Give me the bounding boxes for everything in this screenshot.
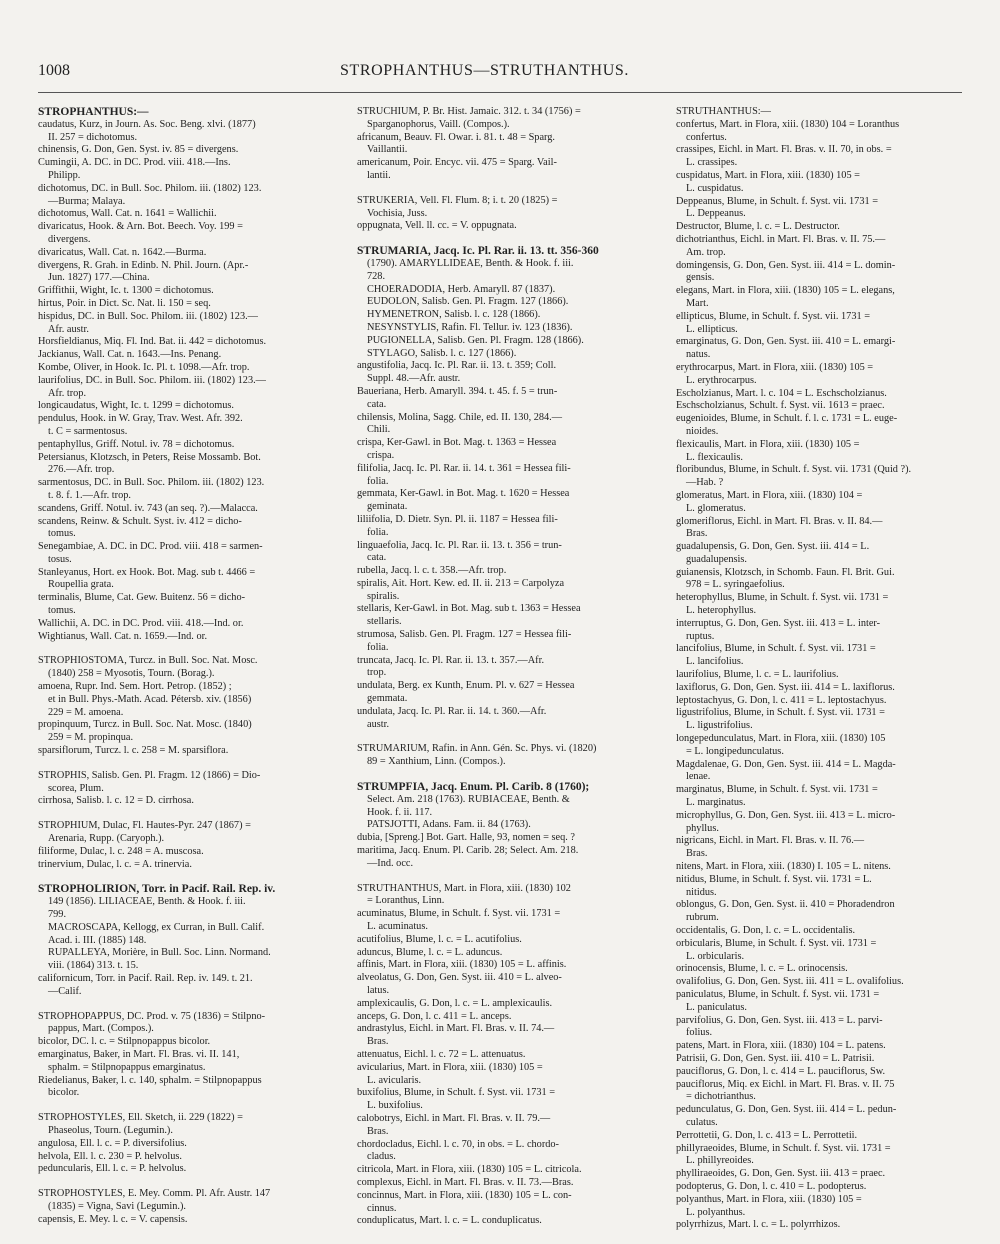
dictionary-entry [357, 195, 649, 233]
entry-line: pentaphyllus, Griff. Notul. iv. 78 = dichotomus. [38, 438, 235, 450]
entry-line: avicularius, Mart. in Flora, xiii. (1830) 105 = [357, 1061, 543, 1073]
entry-line: nioides. [686, 425, 719, 437]
entry-line: gensis. [686, 272, 715, 284]
entry-line: folia. [367, 475, 389, 487]
entry-line: alveolatus, G. Don, Gen. Syst. iii. 410 = L. alveo- [357, 972, 562, 984]
entry-line: cata. [367, 552, 387, 564]
entry-line: Mart. [686, 297, 709, 309]
entry-line: Bras. [367, 1036, 389, 1048]
entry-line: Eschscholzianus, Schult. f. Syst. vii. 1613 = praec. [676, 400, 885, 412]
entry-line: STRUCHIUM, P. Br. Hist. Jamaic. 312. t. 34 (1756) = [357, 106, 581, 117]
entry-line: angulosa, Ell. l. c. = P. diversifolius. [38, 1137, 187, 1149]
entry-line: divaricatus, Wall. Cat. n. 1642.—Burma. [38, 246, 207, 258]
entry-line: —Calif. [48, 985, 82, 997]
entry-line: sphalm. = Stilpnopappus emarginatus. [48, 1061, 206, 1073]
entry-line: trinervium, Dulac, l. c. = A. trinervia. [38, 858, 192, 870]
entry-line: citricola, Mart. in Flora, xiii. (1830) 105 = L. citricola. [357, 1164, 582, 1176]
entry-line: (1835) = Vigna, Savi (Legumin.). [48, 1200, 186, 1212]
entry-line: HYMENETRON, Salisb. l. c. 128 (1866). [367, 309, 541, 321]
entry-line: liliifolia, D. Dietr. Syn. Pl. ii. 1187 = Hessea fili- [357, 513, 558, 525]
entry-line: aduncus, Blume, l. c. = L. aduncus. [357, 946, 503, 958]
entry-line: confertus. [686, 131, 727, 143]
entry-line: laxiflorus, G. Don, Gen. Syst. iii. 414 = L. laxiflorus. [676, 681, 895, 693]
entry-line: scandens, Reinw. & Schult. Syst. iv. 412 = dicho- [38, 515, 242, 527]
entry-line: filifolia, Jacq. Ic. Pl. Rar. ii. 14. t. 361 = Hessea fili- [357, 462, 571, 474]
entry-line: ligustrifolius, Blume, in Schult. f. Syst. vii. 1731 = [676, 707, 885, 719]
entry-line: divergens, R. Grah. in Edinb. N. Phil. Journ. (Apr.- [38, 259, 249, 271]
entry-line: sarmentosus, DC. in Bull. Soc. Philom. iii. (1802) 123. [38, 477, 265, 489]
entry-line: EUDOLON, Salisb. Gen. Pl. Fragm. 127 (1866). [367, 296, 569, 308]
entry-line: Select. Am. 218 (1763). RUBIACEAE, Benth. & [367, 793, 570, 805]
entry-line: pauciflorus, G. Don, l. c. 414 = L. pauciflorus, Sw. [676, 1065, 886, 1077]
entry-line: occidentalis, G. Don, l. c. = L. occidentalis. [676, 925, 856, 936]
entry-line: —Hab. ? [686, 477, 724, 489]
entry-line: caudatus, Kurz, in Journ. As. Soc. Beng. xlvi. (1877) [38, 118, 256, 130]
entry-line: dichotomus, DC. in Bull. Soc. Philom. iii. (1802) 123. [38, 182, 262, 194]
page-number: 1008 [38, 62, 70, 79]
entry-line: amplexicaulis, G. Don, l. c. = L. amplexicaulis. [357, 997, 553, 1009]
dictionary-entry [357, 245, 649, 731]
entry-line: dichotomus, Wall. Cat. n. 1641 = Wallichii. [38, 208, 217, 220]
entry-line: Baueriana, Herb. Amaryll. 394. t. 45. f. 5 = trun- [357, 385, 558, 397]
entry-line: L. orbicularis. [686, 950, 745, 962]
entry-line: chinensis, G. Don, Gen. Syst. iv. 85 = divergens. [38, 144, 239, 156]
entry-line: STYLAGO, Salisb. l. c. 127 (1866). [367, 347, 517, 359]
dictionary-entry [357, 743, 649, 769]
entry-line: amoena, Rupr. Ind. Sem. Hort. Petrop. (1852) ; [38, 681, 232, 693]
entry-line: STROPHOPAPPUS, DC. Prod. v. 75 (1836) = Stilpno- [38, 1010, 266, 1022]
entry-line: chilensis, Molina, Sagg. Chile, ed. II. 130, 284.— [357, 411, 563, 423]
entry-line: 229 = M. amoena. [48, 706, 124, 718]
entry-line: californicum, Torr. in Pacif. Rail. Rep. iv. 149. t. 21. [38, 973, 253, 984]
entry-line: terminalis, Blume, Cat. Gew. Buitenz. 56 = dicho- [38, 592, 246, 604]
entry-line: STRUTHANTHUS, Mart. in Flora, xiii. (1830) 102 [357, 882, 571, 894]
dictionary-entry [38, 1188, 330, 1226]
entry-line: nigricans, Eichl. in Mart. Fl. Bras. v. II. 76.— [676, 835, 865, 847]
entry-line: STROPHOSTYLES, Ell. Sketch, ii. 229 (1822) = [38, 1112, 243, 1124]
entry-line: truncata, Jacq. Ic. Pl. Rar. ii. 13. t. 357.—Afr. [357, 654, 545, 666]
entry-line: Petersianus, Klotzsch, in Peters, Reise Mossamb. Bot. [38, 451, 261, 463]
entry-line: domingensis, G. Don, Gen. Syst. iii. 414 = L. domin- [676, 259, 896, 271]
entry-line: Riedelianus, Baker, l. c. 140, sphalm. = Stilpnopappus [38, 1074, 262, 1086]
entry-line: PATSJOTTI, Adans. Fam. ii. 84 (1763). [367, 819, 531, 831]
entry-line: CHOERADODIA, Herb. Amaryll. 87 (1837). [367, 283, 556, 295]
entry-line: STRUKERIA, Vell. Fl. Flum. 8; i. t. 20 (1825) = [357, 194, 558, 206]
dictionary-entry [357, 106, 649, 183]
column-right [676, 106, 968, 1244]
entry-line: lancifolius, Blume, in Schult. f. Syst. vii. 1731 = [676, 643, 876, 655]
entry-line: Wallichii, A. DC. in DC. Prod. viii. 418.—Ind. or. [38, 617, 244, 629]
column-left [38, 106, 330, 1239]
entry-line: Vochisia, Juss. [367, 207, 428, 219]
entry-line: L. cuspidatus. [686, 182, 744, 194]
entry-line: austr. [367, 718, 390, 730]
entry-line: laurifolius, DC. in Bull. Soc. Philom. iii. (1802) 123.— [38, 374, 266, 386]
entry-line: crispa. [367, 449, 395, 461]
entry-line: L. flexicaulis. [686, 451, 743, 463]
entry-line: L. heterophyllus. [686, 605, 757, 617]
entry-line: chordocladus, Eichl. l. c. 70, in obs. = L. chordo- [357, 1138, 559, 1150]
entry-line: L. paniculatus. [686, 1001, 747, 1013]
entry-line: leptostachyus, G. Don, l. c. 411 = L. leptostachyus. [676, 694, 887, 706]
entry-line: Vaillantii. [367, 144, 408, 156]
entry-line: longepedunculatus, Mart. in Flora, xiii. (1830) 105 [676, 733, 886, 745]
entry-line: trop. [367, 667, 387, 679]
entry-line: t. 8. f. 1.—Afr. trop. [48, 489, 131, 501]
entry-line: Jackianus, Wall. Cat. n. 1643.—Ins. Penang. [38, 349, 222, 361]
header-rule [38, 92, 962, 93]
entry-line: ruptus. [686, 630, 715, 642]
entry-line: emarginatus, G. Don, Gen. Syst. iii. 410 = L. emargi- [676, 336, 896, 348]
entry-line: linguaefolia, Jacq. Ic. Pl. Rar. ii. 13. t. 356 = trun- [357, 539, 562, 551]
entry-line: cuspidatus, Mart. in Flora, xiii. (1830) 105 = [676, 169, 860, 181]
dictionary-entry [38, 883, 330, 998]
entry-line: attenuatus, Eichl. l. c. 72 = L. attenuatus. [357, 1048, 526, 1060]
entry-line: phillyraeoides, Blume, in Schult. f. Syst. vii. 1731 = [676, 1142, 891, 1154]
entry-line: peduncularis, Ell. l. c. = P. helvolus. [38, 1163, 187, 1175]
entry-line: spiralis. [367, 590, 400, 602]
entry-line: Sparganophorus, Vaill. (Compos.). [367, 118, 510, 130]
entry-line: podopterus, G. Don, l. c. 410 = L. podopterus. [676, 1180, 867, 1192]
entry-line: L. erythrocarpus. [686, 374, 757, 386]
entry-line: nitens, Mart. in Flora, xiii. (1830) I. 105 = L. nitens. [676, 861, 891, 873]
entry-line: parvifolius, G. Don, Gen. Syst. iii. 413 = L. parvi- [676, 1014, 883, 1026]
entry-line: phylliraeoides, G. Don, Gen. Syst. iii. 413 = praec. [676, 1168, 886, 1180]
entry-line: Chili. [367, 424, 391, 436]
entry-line: Horsfieldianus, Miq. Fl. Ind. Bat. ii. 442 = dichotomus. [38, 336, 267, 348]
entry-line: Destructor, Blume, l. c. = L. Destructor. [676, 221, 840, 233]
dictionary-entry [676, 106, 968, 1232]
entry-line: scorea, Plum. [48, 782, 104, 794]
entry-line: Afr. trop. [48, 387, 87, 399]
entry-line: cirrhosa, Salisb. l. c. 12 = D. cirrhosa. [38, 795, 194, 807]
entry-line: 728. [367, 270, 386, 282]
entry-line: STROPHANTHUS:— [38, 106, 149, 118]
entry-line: Cumingii, A. DC. in DC. Prod. viii. 418.—Ins. [38, 157, 231, 169]
entry-line: STROPHIOSTOMA, Turcz. in Bull. Soc. Nat. Mosc. [38, 655, 258, 667]
entry-line: dichotrianthus, Eichl. in Mart. Fl. Bras. v. II. 75.— [676, 233, 886, 245]
entry-line: (1840) 258 = Myosotis, Tourn. (Borag.). [48, 668, 215, 680]
entry-line: STROPHIUM, Dulac, Fl. Hautes-Pyr. 247 (1867) = [38, 820, 251, 832]
entry-line: ellipticus, Blume, in Schult. f. Syst. vii. 1731 = [676, 310, 871, 322]
dictionary-entry [38, 1112, 330, 1176]
entry-line: Arenaria, Rupp. (Caryoph.). [48, 833, 165, 845]
entry-line: anceps, G. Don, l. c. 411 = L. anceps. [357, 1010, 512, 1022]
entry-line: polyanthus, Mart. in Flora, xiii. (1830) 105 = [676, 1193, 862, 1205]
entry-line: microphyllus, G. Don, Gen. Syst. iii. 413 = L. micro- [676, 809, 896, 821]
entry-line: paniculatus, Blume, in Schult. f. Syst. vii. 1731 = [676, 988, 880, 1000]
entry-line: 149 (1856). LILIACEAE, Benth. & Hook. f. iii. [48, 896, 246, 908]
entry-line: Escholzianus, Mart. l. c. 104 = L. Eschscholzianus. [676, 387, 887, 399]
entry-line: L. Deppeanus. [686, 208, 746, 220]
entry-line: Bras. [686, 528, 708, 540]
entry-line: floribundus, Blume, in Schult. f. Syst. vii. 1731 (Quid ?). [676, 464, 912, 476]
entry-line: Magdalenae, G. Don, Gen. Syst. iii. 414 = L. Magda- [676, 758, 896, 770]
entry-line: Hook. f. ii. 117. [367, 806, 433, 818]
dictionary-entry [357, 781, 649, 871]
running-head: STROPHANTHUS—STRUTHANTHUS. [340, 62, 629, 79]
entry-line: L. ligustrifolius. [686, 720, 753, 732]
entry-line: glomeriflorus, Eichl. in Mart. Fl. Bras. v. II. 84.— [676, 515, 883, 527]
entry-line: 89 = Xanthium, Linn. (Compos.). [367, 756, 506, 768]
entry-line: americanum, Poir. Encyc. vii. 475 = Sparg. Vail- [357, 157, 557, 169]
entry-line: andrastylus, Eichl. in Mart. Fl. Bras. v. II. 74.— [357, 1023, 555, 1035]
entry-line: folia. [367, 641, 389, 653]
entry-line: sparsiflorum, Turcz. l. c. 258 = M. sparsiflora. [38, 745, 229, 757]
entry-line: L. acuminatus. [367, 921, 428, 933]
entry-line: tomus. [48, 605, 76, 617]
entry-line: filiforme, Dulac, l. c. 248 = A. muscosa. [38, 845, 204, 857]
dictionary-entry [38, 820, 330, 871]
entry-line: scandens, Griff. Notul. iv. 743 (an seq. ?).—Malacca. [38, 502, 258, 514]
entry-line: bicolor. [48, 1087, 80, 1099]
entry-line: orbicularis, Blume, in Schult. f. Syst. vii. 1731 = [676, 937, 877, 949]
entry-line: concinnus, Mart. in Flora, xiii. (1830) 105 = L. con- [357, 1189, 572, 1201]
entry-line: strumosa, Salisb. Gen. Pl. Fragm. 127 = Hessea fili- [357, 629, 572, 641]
entry-line: II. 257 = dichotomus. [48, 131, 138, 143]
entry-line: oppugnata, Vell. ll. cc. = V. oppugnata. [357, 220, 517, 232]
entry-line: Griffithii, Wight, Ic. t. 1300 = dichotomus. [38, 285, 214, 297]
entry-line: Jun. 1827) 177.—China. [48, 272, 150, 284]
entry-line: acuminatus, Blume, in Schult. f. Syst. vii. 1731 = [357, 908, 561, 920]
entry-line: (1790). AMARYLLIDEAE, Benth. & Hook. f. iii. [367, 257, 574, 269]
entry-line: Kombe, Oliver, in Hook. Ic. Pl. t. 1098.—Afr. trop. [38, 361, 250, 373]
entry-line: calobotrys, Eichl. in Mart. Fl. Bras. v. II. 79.— [357, 1112, 551, 1124]
entry-line: orinocensis, Blume, l. c. = L. orinocensis. [676, 963, 848, 975]
entry-line: Stanleyanus, Hort. ex Hook. Bot. Mag. sub t. 4466 = [38, 566, 256, 578]
entry-line: = L. longipedunculatus. [686, 745, 784, 757]
entry-line: divaricatus, Hook. & Arn. Bot. Beech. Voy. 199 = [38, 221, 243, 233]
entry-line: heterophyllus, Blume, in Schult. f. Syst. vii. 1731 = [676, 592, 889, 604]
dictionary-entry [38, 655, 330, 757]
dictionary-entry [38, 106, 330, 643]
entry-line: Afr. austr. [48, 323, 89, 335]
entry-line: gemmata, Ker-Gawl. in Bot. Mag. t. 1620 = Hessea [357, 488, 570, 500]
entry-line: laurifolius, Blume, l. c. = L. laurifolius. [676, 669, 839, 681]
entry-line: gemmata. [367, 693, 408, 705]
entry-line: hispidus, DC. in Bull. Soc. Philom. iii. (1802) 123.— [38, 310, 258, 322]
entry-line: STROPHOSTYLES, E. Mey. Comm. Pl. Afr. Austr. 147 [38, 1188, 271, 1200]
entry-line: conduplicatus, Mart. l. c. = L. conduplicatus. [357, 1215, 542, 1227]
entry-line: angustifolia, Jacq. Ic. Pl. Rar. ii. 13. t. 359; Coll. [357, 360, 557, 372]
entry-line: emarginatus, Baker, in Mart. Fl. Bras. vi. II. 141, [38, 1048, 240, 1060]
entry-line: divergens. [48, 233, 91, 245]
entry-line: cladus. [367, 1151, 396, 1163]
entry-line: guianensis, Klotzsch, in Schomb. Faun. Fl. Brit. Gui. [676, 566, 895, 578]
entry-line: affinis, Mart. in Flora, xiii. (1830) 105 = L. affinis. [357, 959, 567, 971]
entry-line: Suppl. 48.—Afr. austr. [367, 373, 461, 385]
entry-line: Philipp. [48, 169, 81, 181]
entry-line: Am. trop. [686, 246, 726, 258]
entry-line: dubia, [Spreng.] Bot. Gart. Halle, 93, nomen = seq. ? [357, 832, 575, 844]
entry-line: pappus, Mart. (Compos.). [48, 1023, 154, 1035]
entry-line: L. avicularis. [367, 1074, 422, 1086]
entry-line: L. lancifolius. [686, 656, 744, 668]
entry-line: crassipes, Eichl. in Mart. Fl. Bras. v. II. 70, in obs. = [676, 144, 892, 156]
entry-line: lenae. [686, 771, 711, 783]
entry-line: flexicaulis, Mart. in Flora, xiii. (1830) 105 = [676, 438, 860, 450]
entry-line: rubrum. [686, 912, 719, 924]
entry-line: STRUTHANTHUS:— [676, 106, 771, 117]
entry-line: Patrisii, G. Don, Gen. Syst. iii. 410 = L. Patrisii. [676, 1052, 875, 1064]
entry-line: L. buxifolius. [367, 1100, 423, 1112]
entry-line: polyrrhizus, Mart. l. c. = L. polyrrhizos. [676, 1219, 841, 1231]
entry-line: hirtus, Poir. in Dict. Sc. Nat. li. 150 = seq. [38, 297, 211, 309]
entry-line: —Burma; Malaya. [48, 195, 126, 207]
entry-line: complexus, Eichl. in Mart. Fl. Bras. v. II. 73.—Bras. [357, 1176, 574, 1188]
entry-line: PUGIONELLA, Salisb. Gen. Pl. Fragm. 128 (1866). [367, 334, 584, 346]
entry-line: rubella, Jacq. l. c. t. 358.—Afr. trop. [357, 565, 507, 577]
entry-line: Bras. [367, 1125, 389, 1137]
entry-line: NESYNSTYLIS, Rafin. Fl. Tellur. iv. 123 (1836). [367, 321, 573, 333]
dictionary-entry [38, 770, 330, 808]
entry-line: = dichotrianthus. [686, 1091, 756, 1103]
entry-line: lantii. [367, 169, 391, 181]
entry-line: bicolor, DC. l. c. = Stilpnopappus bicolor. [38, 1036, 211, 1048]
entry-line: spiralis, Ait. Hort. Kew. ed. II. ii. 213 = Carpolyza [357, 577, 565, 589]
dictionary-entry [38, 1011, 330, 1101]
entry-line: undulata, Berg. ex Kunth, Enum. Pl. v. 627 = Hessea [357, 680, 575, 692]
entry-line: Bras. [686, 848, 708, 860]
dictionary-entry [357, 883, 649, 1229]
entry-line: confertus, Mart. in Flora, xiii. (1830) 104 = Loranthus [676, 118, 900, 130]
entry-line: et in Bull. Phys.-Math. Acad. Pétersb. xiv. (1856) [48, 693, 252, 705]
entry-line: Wightianus, Wall. Cat. n. 1659.—Ind. or. [38, 630, 208, 642]
entry-line: STROPHIS, Salisb. Gen. Pl. Fragm. 12 (1866) = Dio- [38, 769, 261, 781]
entry-line: latus. [367, 985, 390, 996]
entry-line: tomus. [48, 528, 76, 540]
entry-line: STROPHOLIRION, Torr. in Pacif. Rail. Rep. iv. [38, 883, 276, 896]
entry-line: ovalifolius, G. Don, Gen. Syst. iii. 411 = L. ovalifolius. [676, 976, 904, 988]
entry-line: nitidus. [686, 886, 717, 898]
entry-line: crispa, Ker-Gawl. in Bot. Mag. t. 1363 = Hessea [357, 437, 557, 449]
entry-line: L. glomeratus. [686, 502, 746, 514]
entry-line: interruptus, G. Don, Gen. Syst. iii. 413 = L. inter- [676, 617, 881, 629]
entry-line: Senegambiae, A. DC. in DC. Prod. viii. 418 = sarmen- [38, 541, 263, 553]
entry-line: Roupellia grata. [48, 579, 114, 591]
entry-line: elegans, Mart. in Flora, xiii. (1830) 105 = L. elegans, [676, 285, 895, 297]
entry-line: —Ind. occ. [367, 857, 414, 869]
entry-line: maritima, Jacq. Enum. Pl. Carib. 28; Select. Am. 218. [357, 845, 579, 857]
entry-line: longicaudatus, Wight, Ic. t. 1299 = dichotomus. [38, 400, 234, 412]
entry-line: 259 = M. propinqua. [48, 732, 134, 744]
entry-line: oblongus, G. Don, Gen. Syst. ii. 410 = Phoradendron [676, 899, 895, 911]
entry-line: stellaris. [367, 616, 402, 628]
entry-line: L. phillyreoides. [686, 1155, 754, 1167]
entry-line: L. polyanthus. [686, 1206, 746, 1218]
entry-line: MACROSCAPA, Kellogg, ex Curran, in Bull. Calif. [48, 921, 265, 933]
entry-line: acutifolius, Blume, l. c. = L. acutifolius. [357, 933, 522, 945]
entry-line: propinquum, Turcz. in Bull. Soc. Nat. Mosc. (1840) [38, 719, 252, 731]
column-middle [357, 106, 649, 1240]
entry-line: stellaris, Ker-Gawl. in Bot. Mag. sub t. 1363 = Hessea [357, 603, 581, 615]
entry-line: L. crassipes. [686, 157, 738, 169]
entry-line: guadalupensis, G. Don, Gen. Syst. iii. 414 = L. [676, 541, 870, 553]
entry-line: buxifolius, Blume, in Schult. f. Syst. vii. 1731 = [357, 1087, 556, 1099]
entry-line: cata. [367, 398, 387, 410]
entry-line: STRUMARIUM, Rafin. in Ann. Gén. Sc. Phys. vi. (1820) [357, 743, 597, 755]
entry-line: L. marginatus. [686, 797, 746, 809]
entry-line: Perrottetii, G. Don, l. c. 413 = L. Perrottetii. [676, 1129, 858, 1141]
entry-line: glomeratus, Mart. in Flora, xiii. (1830) 104 = [676, 489, 863, 501]
entry-line: helvola, Ell. l. c. 230 = P. helvolus. [38, 1150, 182, 1162]
entry-line: 799. [48, 909, 67, 921]
entry-line: culatus. [686, 1116, 718, 1128]
entry-line: STRUMPFIA, Jacq. Enum. Pl. Carib. 8 (1760); [357, 781, 590, 794]
entry-line: folius. [686, 1027, 713, 1039]
entry-line: L. ellipticus. [686, 323, 738, 335]
entry-line: Deppeanus, Blume, in Schult. f. Syst. vii. 1731 = [676, 195, 879, 207]
entry-line: viii. (1864) 313. t. 15. [48, 960, 139, 972]
entry-line: undulata, Jacq. Ic. Pl. Rar. ii. 14. t. 360.—Afr. [357, 705, 547, 717]
entry-line: eugenioides, Blume, in Schult. f. l. c. 1731 = L. euge- [676, 413, 898, 425]
entry-line: capensis, E. Mey. l. c. = V. capensis. [38, 1213, 188, 1225]
entry-line: = Loranthus, Linn. [367, 895, 445, 907]
entry-line: phyllus. [686, 822, 719, 834]
entry-line: erythrocarpus, Mart. in Flora, xiii. (1830) 105 = [676, 361, 874, 373]
entry-line: geminata. [367, 501, 408, 513]
entry-line: 276.—Afr. trop. [48, 464, 115, 476]
entry-line: cinnus. [367, 1202, 397, 1214]
entry-line: STRUMARIA, Jacq. Ic. Pl. Rar. ii. 13. tt. 356-360 [357, 245, 599, 258]
entry-line: natus. [686, 349, 711, 361]
entry-line: folia. [367, 526, 389, 538]
entry-line: Phaseolus, Tourn. (Legumin.). [48, 1124, 173, 1136]
entry-line: patens, Mart. in Flora, xiii. (1830) 104 = L. patens. [676, 1040, 886, 1052]
entry-line: africanum, Beauv. Fl. Owar. i. 81. t. 48 = Sparg. [357, 131, 555, 143]
entry-line: marginatus, Blume, in Schult. f. Syst. vii. 1731 = [676, 784, 878, 796]
entry-line: 978 = L. syringaefolius. [686, 579, 785, 591]
entry-line: guadalupensis. [686, 553, 747, 565]
entry-line: t. C = sarmentosus. [48, 425, 128, 437]
entry-line: pendulus, Hook. in W. Gray, Trav. West. Afr. 392. [38, 413, 243, 425]
entry-line: nitidus, Blume, in Schult. f. Syst. vii. 1731 = L. [676, 873, 872, 885]
entry-line: Acad. i. III. (1885) 148. [48, 934, 147, 946]
entry-line: tosus. [48, 553, 72, 565]
entry-line: pauciflorus, Miq. ex Eichl. in Mart. Fl. Bras. v. II. 75 [676, 1078, 895, 1090]
entry-line: RUPALLEYA, Morière, in Bull. Soc. Linn. Normand. [48, 947, 271, 959]
entry-line: pedunculatus, G. Don, Gen. Syst. iii. 414 = L. pedun- [676, 1104, 897, 1116]
